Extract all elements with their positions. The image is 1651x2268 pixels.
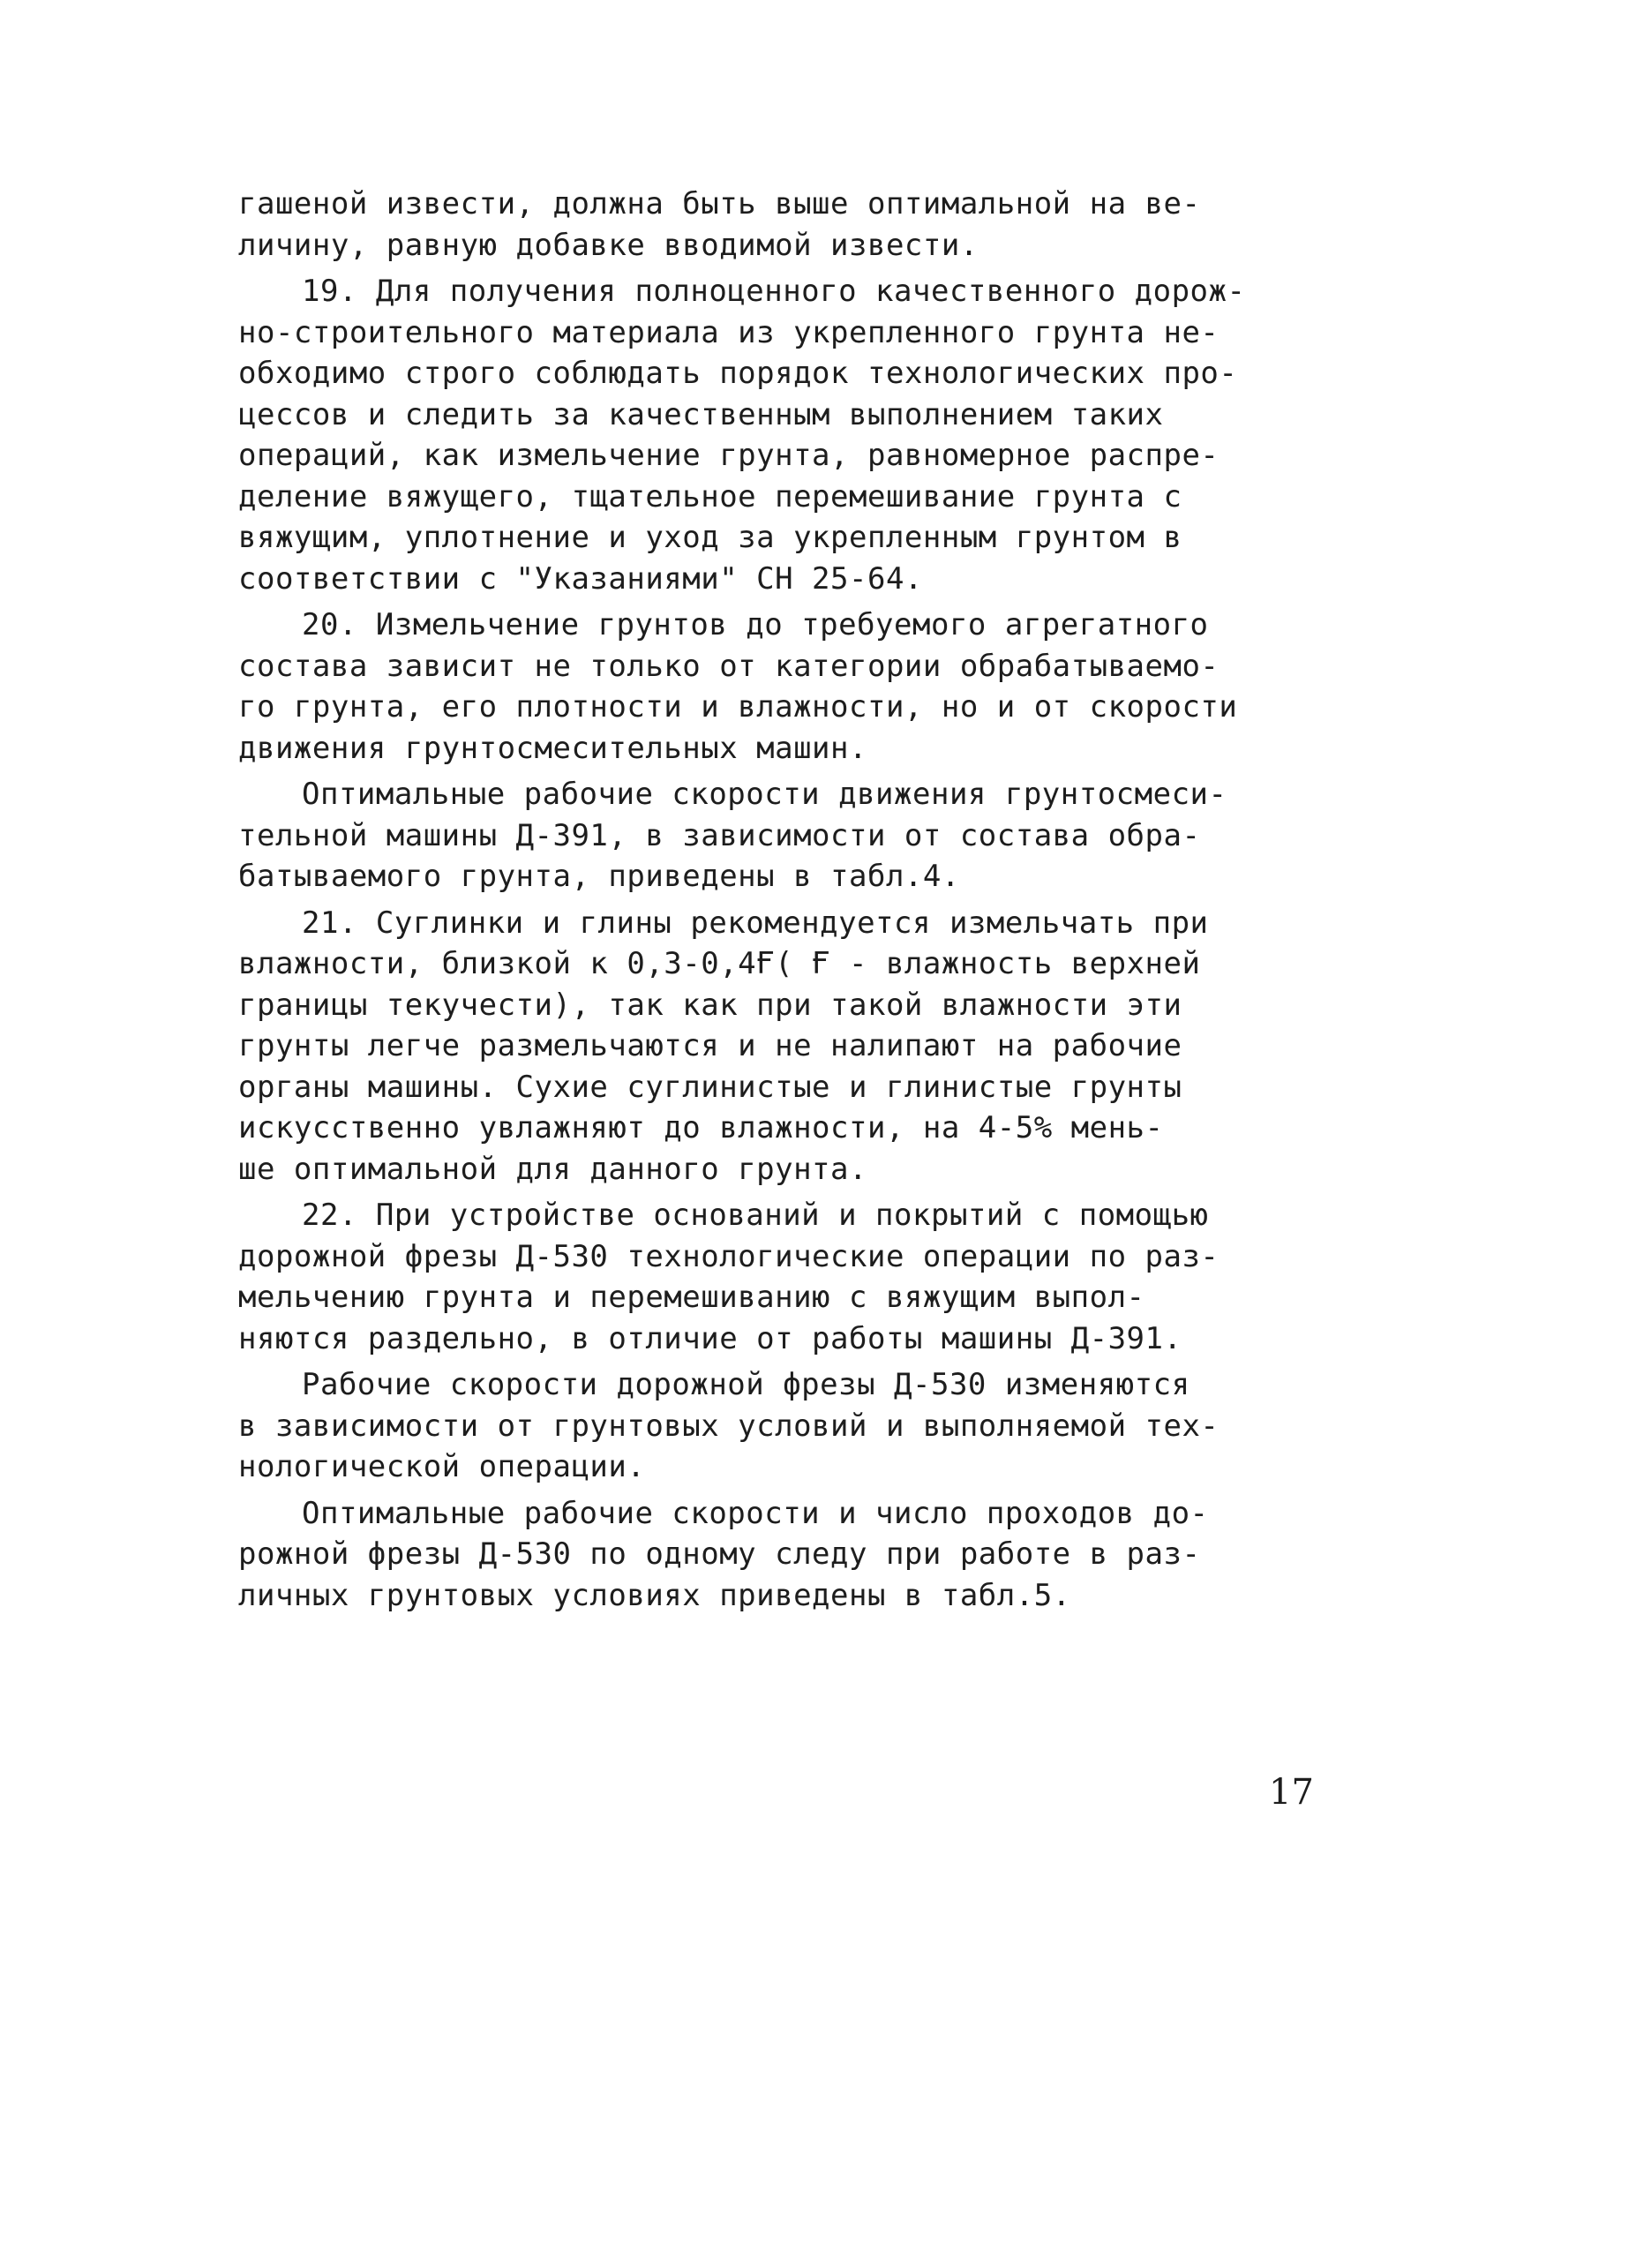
text-line: искусственно увлажняют до влажности, на 4-5% мень- [238, 1110, 1164, 1145]
text-line: няются раздельно, в отличие от работы машины Д-391. [238, 1320, 1182, 1356]
text-line: 19. Для получения полноценного качественного дорож- [302, 274, 1246, 309]
paragraph-20 [238, 605, 1352, 769]
text-line: тельной машины Д-391, в зависимости от состава обра- [238, 817, 1201, 853]
paragraph-22 [238, 1195, 1352, 1359]
text-line: состава зависит не только от категории обрабатываемо- [238, 648, 1219, 684]
paragraph-18-continuation [238, 184, 1352, 266]
body-text [238, 184, 1352, 1621]
text-line: Оптимальные рабочие скорости и число проходов до- [302, 1495, 1209, 1531]
text-line: но-строительного материала из укрепленного грунта не- [238, 314, 1219, 350]
text-line: Рабочие скорости дорожной фрезы Д-530 изменяются [302, 1367, 1190, 1402]
text-line: соответствии с "Указаниями" СН 25-64. [238, 560, 923, 597]
paragraph-19 [238, 271, 1352, 599]
text-line: деление вяжущего, тщательное перемешивание грунта с [238, 478, 1182, 514]
text-line: дорожной фрезы Д-530 технологические операции по раз- [238, 1238, 1219, 1274]
text-line: ше оптимальной для данного грунта. [238, 1151, 867, 1187]
text-line: органы машины. Сухие суглинистые и глинистые грунты [238, 1069, 1182, 1105]
text-line: гашеной извести, должна быть выше оптимальной на ве- [238, 186, 1201, 222]
text-line: вяжущим, уплотнение и уход за укрепленным грунтом в [238, 520, 1182, 555]
text-line: в зависимости от грунтовых условий и выполняемой тех- [238, 1408, 1219, 1444]
page-number: 17 [1269, 1772, 1314, 1813]
text-line: цессов и следить за качественным выполнением таких [238, 396, 1164, 432]
paragraph-22-passes [238, 1493, 1352, 1617]
text-line: нологической операции. [238, 1449, 646, 1484]
text-line: грунты легче размельчаются и не налипают на рабочие [238, 1028, 1182, 1063]
text-line: го грунта, его плотности и влажности, но и от скорости [238, 689, 1238, 725]
text-line: рожной фрезы Д-530 по одному следу при работе в раз- [238, 1536, 1201, 1572]
paragraph-22-speeds [238, 1364, 1352, 1488]
paragraph-20-speeds [238, 774, 1352, 897]
text-line: обходимо строго соблюдать порядок технологических про- [238, 356, 1238, 391]
text-line: личину, равную добавке вводимой извести. [238, 227, 979, 263]
text-line: Оптимальные рабочие скорости движения грунтосмеси- [302, 777, 1227, 812]
paragraph-21 [238, 903, 1352, 1190]
text-line: операций, как измельчение грунта, равномерное распре- [238, 438, 1219, 473]
text-line: влажности, близкой к 0,3-0,4Ғ( Ғ - влажность верхней [238, 946, 1201, 981]
text-line: 21. Суглинки и глины рекомендуется измельчать при [302, 905, 1209, 941]
text-line: движения грунтосмесительных машин. [238, 730, 867, 766]
text-line: границы текучести), так как при такой влажности эти [238, 987, 1182, 1023]
text-line: 20. Измельчение грунтов до требуемого агрегатного [302, 607, 1209, 642]
text-line: личных грунтовых условиях приведены в табл.5. [238, 1577, 1071, 1613]
text-line: 22. При устройстве оснований и покрытий с помощью [302, 1198, 1209, 1233]
text-line: батываемого грунта, приведены в табл.4. [238, 859, 960, 894]
text-line: мельчению грунта и перемешиванию с вяжущим выпол- [238, 1280, 1145, 1315]
